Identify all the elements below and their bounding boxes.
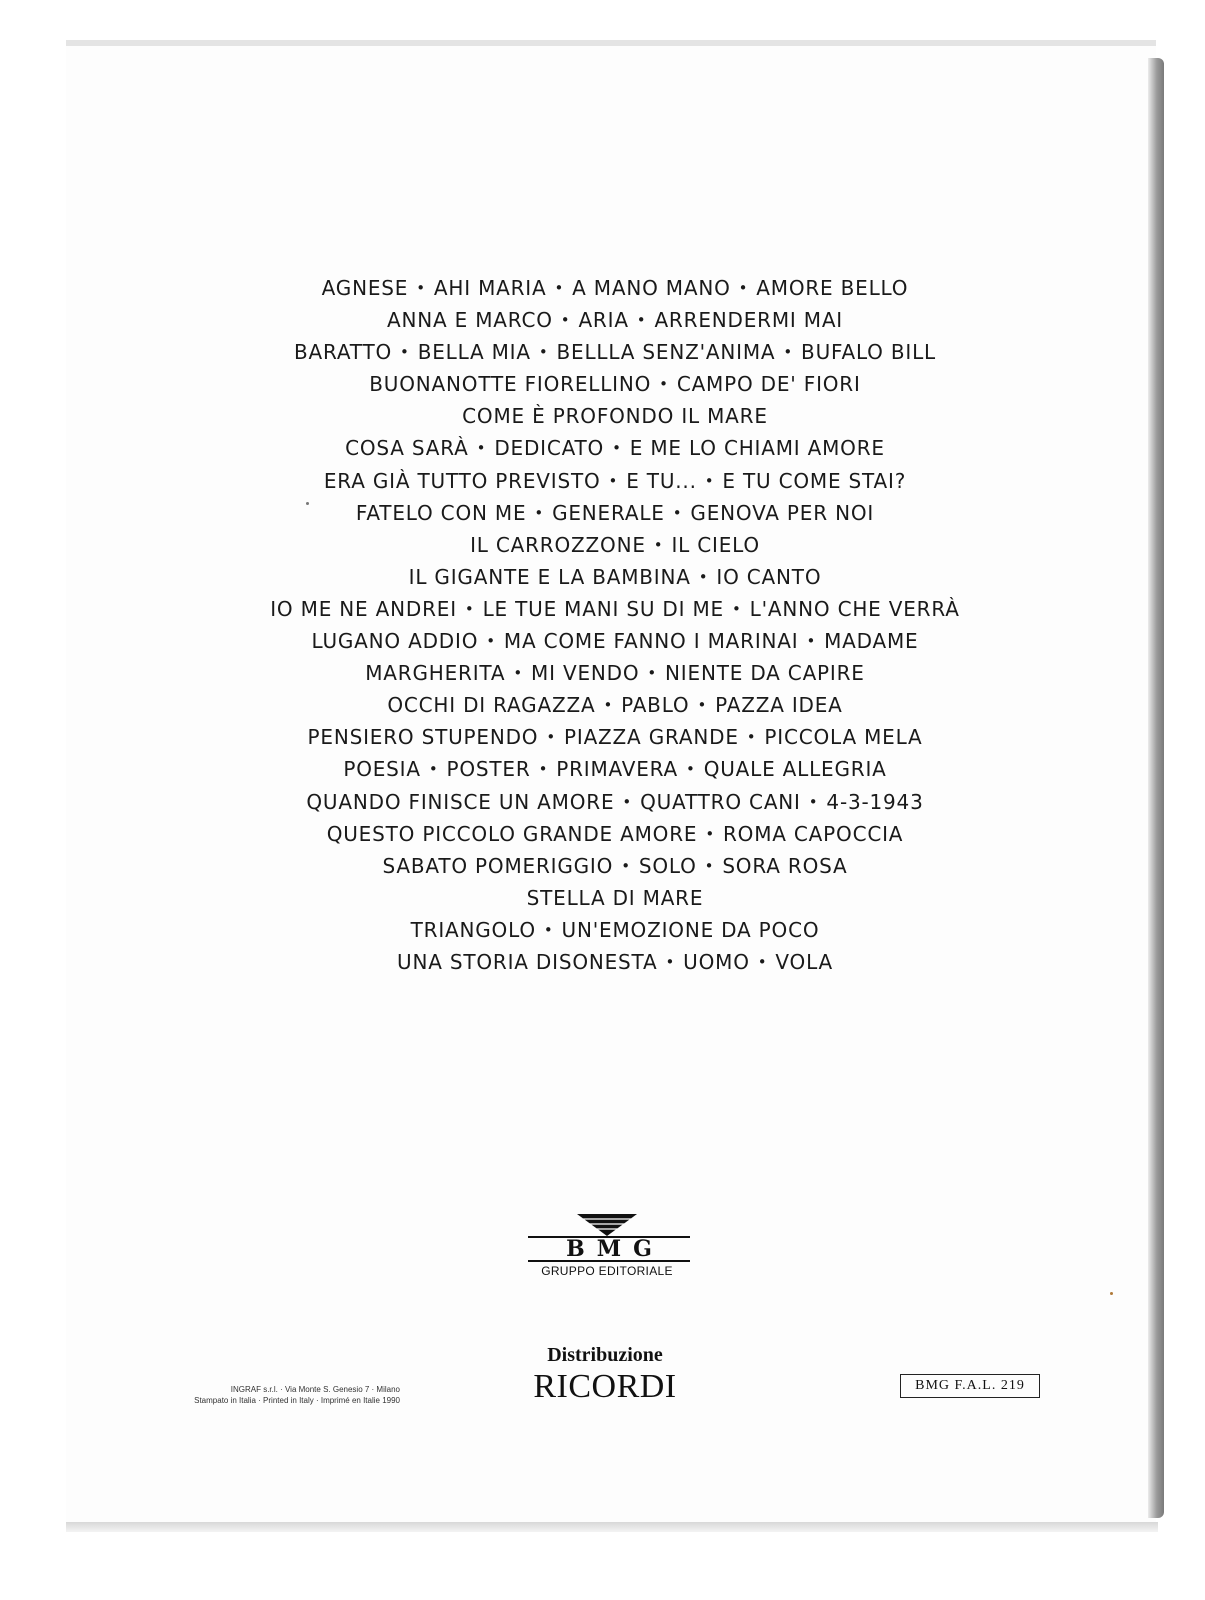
bullet-separator: • bbox=[560, 311, 571, 330]
bullet-separator: • bbox=[538, 760, 549, 779]
bullet-separator: • bbox=[697, 696, 708, 715]
bullet-separator: • bbox=[554, 279, 565, 297]
bmg-logo bbox=[522, 1214, 692, 1278]
song-title: IO ME NE ANDREI bbox=[270, 596, 457, 621]
song-line bbox=[230, 625, 1000, 657]
song-title: QUANDO FINISCE UN AMORE bbox=[306, 789, 615, 814]
song-title: CAMPO DE' FIORI bbox=[676, 372, 861, 397]
song-line bbox=[230, 689, 1000, 721]
song-title: PABLO bbox=[621, 693, 690, 718]
bullet-separator: • bbox=[486, 632, 496, 651]
bullet-separator: • bbox=[738, 279, 749, 297]
bullet-separator: • bbox=[698, 567, 709, 586]
song-title: GENOVA PER NOI bbox=[690, 500, 875, 525]
song-line bbox=[230, 850, 1000, 882]
song-title: A MANO MANO bbox=[572, 276, 731, 300]
song-title-list bbox=[230, 272, 1000, 978]
bullet-separator: • bbox=[705, 824, 715, 843]
song-line bbox=[230, 272, 1000, 304]
song-title: L'ANNO CHE VERRÀ bbox=[749, 596, 960, 621]
distribution-block bbox=[480, 1342, 730, 1406]
song-title: QUESTO PICCOLO GRANDE AMORE bbox=[326, 821, 698, 846]
song-title: AGNESE bbox=[321, 276, 409, 300]
bullet-separator: • bbox=[672, 503, 683, 522]
song-title: OCCHI DI RAGAZZA bbox=[387, 693, 596, 718]
song-title: E ME LO CHIAMI AMORE bbox=[629, 436, 885, 461]
song-title: PENSIERO STUPENDO bbox=[307, 725, 539, 750]
song-title: PRIMAVERA bbox=[556, 757, 679, 782]
song-line bbox=[230, 753, 1000, 785]
song-title: LUGANO ADDIO bbox=[311, 629, 479, 654]
song-line bbox=[230, 304, 1000, 336]
paper-speck bbox=[1110, 1292, 1113, 1295]
song-title: ERA GIÀ TUTTO PREVISTO bbox=[323, 468, 601, 493]
song-title: ARRENDERMI MAI bbox=[654, 308, 844, 333]
distribution-brand: RICORDI bbox=[533, 1368, 677, 1405]
bullet-separator: • bbox=[622, 792, 633, 811]
song-title: IL GIGANTE E LA BAMBINA bbox=[408, 564, 691, 589]
bullet-separator: • bbox=[513, 664, 524, 683]
song-title: LE TUE MANI SU DI ME bbox=[482, 596, 724, 621]
song-title: FATELO CON ME bbox=[355, 500, 527, 525]
song-line bbox=[230, 432, 1000, 464]
song-title: SOLO bbox=[638, 853, 697, 878]
bullet-separator: • bbox=[464, 599, 475, 618]
bmg-logo-text: BMG bbox=[528, 1236, 690, 1262]
song-title: AHI MARIA bbox=[433, 276, 547, 300]
catalog-code: BMG F.A.L. 219 bbox=[900, 1374, 1040, 1398]
bullet-separator: • bbox=[416, 279, 426, 297]
song-title: DEDICATO bbox=[494, 436, 605, 461]
song-title: IL CIELO bbox=[671, 532, 760, 557]
song-title: PICCOLA MELA bbox=[764, 725, 923, 750]
song-line bbox=[230, 882, 1000, 914]
song-title: BUFALO BILL bbox=[801, 340, 936, 365]
bullet-separator: • bbox=[476, 439, 487, 458]
bullet-separator: • bbox=[686, 760, 696, 779]
song-title: QUALE ALLEGRIA bbox=[703, 757, 887, 782]
printer-line-2: Stampato in Italia · Printed in Italy · Imprimé en Italie 1990 bbox=[194, 1396, 400, 1405]
song-line bbox=[230, 593, 1000, 625]
bullet-separator: • bbox=[612, 439, 622, 458]
bullet-separator: • bbox=[757, 952, 768, 971]
bullet-separator: • bbox=[659, 375, 669, 394]
song-title: VOLA bbox=[775, 949, 833, 974]
song-line bbox=[230, 497, 1000, 529]
song-title: E TU... bbox=[626, 468, 697, 493]
song-title: UNA STORIA DISONESTA bbox=[397, 949, 658, 974]
song-title: SABATO POMERIGGIO bbox=[382, 853, 614, 878]
book-spine-edge bbox=[1148, 58, 1164, 1518]
song-title: PAZZA IDEA bbox=[715, 693, 843, 718]
bullet-separator: • bbox=[647, 664, 658, 683]
song-title: BARATTO bbox=[293, 340, 393, 365]
song-line bbox=[230, 657, 1000, 689]
bullet-separator: • bbox=[704, 471, 715, 490]
bullet-separator: • bbox=[534, 503, 545, 522]
bullet-separator: • bbox=[783, 343, 794, 362]
song-line bbox=[230, 818, 1000, 850]
printer-line-1: INGRAF s.r.l. · Via Monte S. Genesio 7 · Milano bbox=[230, 1385, 400, 1394]
song-title: POSTER bbox=[446, 757, 531, 782]
song-title: UOMO bbox=[683, 949, 750, 974]
song-line bbox=[230, 561, 1000, 593]
bottom-edge-shadow bbox=[66, 1522, 1158, 1532]
song-title: ANNA E MARCO bbox=[386, 308, 553, 333]
song-title: BELLLA SENZ'ANIMA bbox=[556, 340, 776, 365]
song-line bbox=[230, 914, 1000, 946]
song-line bbox=[230, 368, 1000, 400]
song-line bbox=[230, 946, 1000, 978]
distribution-label: Distribuzione bbox=[547, 1344, 663, 1366]
bullet-separator: • bbox=[400, 343, 410, 362]
song-line bbox=[230, 529, 1000, 561]
song-title: SORA ROSA bbox=[722, 853, 848, 878]
printer-info bbox=[160, 1384, 400, 1406]
song-title: POESIA bbox=[343, 757, 421, 782]
song-title: GENERALE bbox=[552, 500, 665, 525]
bullet-separator: • bbox=[608, 471, 619, 490]
song-title: TRIANGOLO bbox=[410, 917, 536, 942]
song-line bbox=[230, 721, 1000, 753]
bullet-separator: • bbox=[808, 792, 819, 811]
bullet-separator: • bbox=[428, 760, 439, 779]
bullet-separator: • bbox=[806, 632, 817, 651]
song-title: BELLA MIA bbox=[417, 340, 531, 365]
song-title: AMORE BELLO bbox=[756, 276, 909, 300]
song-line bbox=[230, 400, 1000, 432]
song-title: NIENTE DA CAPIRE bbox=[665, 661, 865, 686]
song-title: MI VENDO bbox=[531, 661, 640, 686]
song-title: 4-3-1943 bbox=[826, 789, 924, 814]
song-title: MADAME bbox=[824, 629, 919, 654]
bullet-separator: • bbox=[546, 728, 557, 747]
bullet-separator: • bbox=[543, 920, 554, 939]
song-line bbox=[230, 786, 1000, 818]
song-title: UN'EMOZIONE DA POCO bbox=[561, 917, 820, 942]
bullet-separator: • bbox=[665, 952, 676, 971]
song-title: MA COME FANNO I MARINAI bbox=[503, 629, 799, 654]
bullet-separator: • bbox=[603, 696, 614, 715]
song-title: STELLA DI MARE bbox=[526, 885, 704, 910]
publisher-subtitle: GRUPPO EDITORIALE bbox=[541, 1264, 673, 1278]
song-title: E TU COME STAI? bbox=[722, 468, 907, 493]
song-title: COME È PROFONDO IL MARE bbox=[462, 404, 768, 429]
bullet-separator: • bbox=[704, 856, 715, 875]
song-title: MARGHERITA bbox=[365, 661, 506, 686]
song-title: ARIA bbox=[578, 308, 629, 333]
song-title: IO CANTO bbox=[716, 564, 822, 589]
bullet-separator: • bbox=[653, 535, 664, 554]
bullet-separator: • bbox=[746, 728, 757, 747]
song-title: QUATTRO CANI bbox=[640, 789, 801, 814]
song-line bbox=[230, 465, 1000, 497]
song-title: ROMA CAPOCCIA bbox=[722, 821, 904, 846]
song-title: COSA SARÀ bbox=[345, 436, 469, 461]
song-title: BUONANOTTE FIORELLINO bbox=[369, 372, 652, 397]
song-line bbox=[230, 336, 1000, 368]
bullet-separator: • bbox=[636, 311, 647, 330]
bullet-separator: • bbox=[621, 856, 631, 875]
song-title: IL CARROZZONE bbox=[470, 532, 646, 557]
bullet-separator: • bbox=[731, 599, 742, 618]
song-title: PIAZZA GRANDE bbox=[564, 725, 739, 750]
bullet-separator: • bbox=[538, 343, 549, 362]
bmg-triangle-icon bbox=[577, 1214, 637, 1236]
